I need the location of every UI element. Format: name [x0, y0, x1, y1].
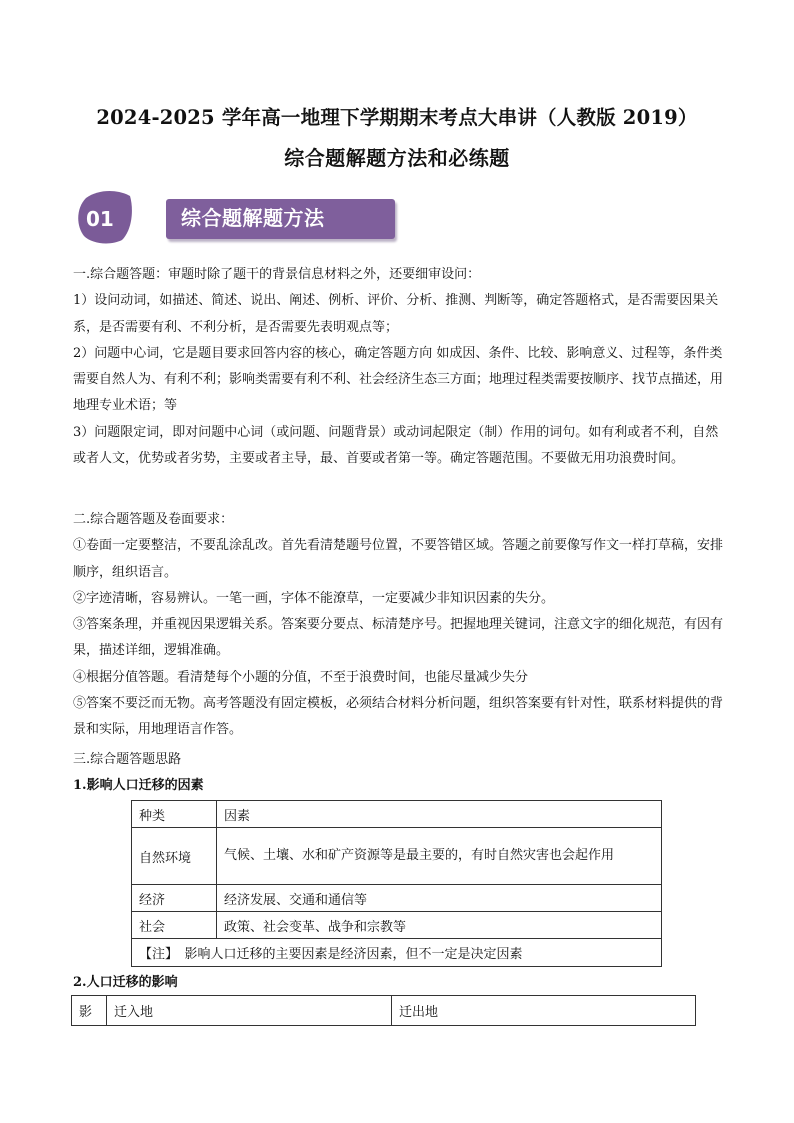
- table-note: 【注】 影响人口迁移的主要因素是经济因素，但不一定是决定因素: [132, 939, 662, 967]
- part3-sub1: 1.影响人口迁移的因素: [73, 778, 204, 794]
- part2-heading: 二.综合题答题及卷面要求：: [73, 512, 234, 527]
- part1-item: 3）问题限定词，即对问题中心词（或问题、问题背景）或动词起限定（制）作用的词句。如有利或者不利，自然或者人文，优势或者劣势，主要或者主导，最、首要或者第一等。确定答题范围。不要做无用功浪费时间。: [73, 424, 719, 467]
- table-note-row: [132, 939, 662, 967]
- part2: [73, 507, 723, 744]
- table-cell: 政策、社会变革、战争和宗教等: [217, 912, 662, 939]
- table-row: [132, 912, 662, 939]
- table-cell: 经济发展、交通和通信等: [217, 885, 662, 912]
- table-cell: 经济: [132, 885, 217, 912]
- section-label: 综合题解题方法: [181, 206, 325, 230]
- part1-heading: 一.综合题答题：审题时除了题干的背景信息材料之外，还要细审设问：: [73, 267, 481, 282]
- page-title: 2024-2025 学年高一地理下学期期末考点大串讲（人教版 2019）: [96, 106, 698, 129]
- table-row: [132, 885, 662, 912]
- table-row: [132, 828, 662, 885]
- part3-sub2: 2.人口迁移的影响: [73, 975, 178, 990]
- table-header-cell: 迁入地: [107, 996, 392, 1026]
- part3: [73, 747, 723, 800]
- table-cell: 气候、土壤、水和矿产资源等是最主要的，有时自然灾害也会起作用: [217, 828, 662, 885]
- table-header-cell: 迁出地: [392, 996, 696, 1026]
- table-header-cell: 因素: [217, 801, 662, 828]
- table-header-cell: 影: [72, 996, 107, 1026]
- table-header-row: [132, 801, 662, 828]
- part1: [73, 262, 723, 472]
- part3-heading: 三.综合题答题思路: [73, 752, 182, 767]
- migration-factors-table: [131, 800, 662, 967]
- part2-item: ⑤答案不要泛而无物。高考答题没有固定模板，必须结合材料分析问题，组织答案要有针对性，联系材料提供的背景和实际，用地理语言作答。: [73, 696, 724, 738]
- table-cell: 社会: [132, 912, 217, 939]
- part2-item: ③答案条理，并重视因果逻辑关系。答案要分要点、标清楚序号。把握地理关键词，注意文字的细化规范，有因有果，描述详细，逻辑准确。: [73, 617, 724, 659]
- migration-impact-table: [71, 995, 696, 1026]
- table-cell: 自然环境: [132, 828, 217, 885]
- table-header-cell: 种类: [132, 801, 217, 828]
- part2-item: ④根据分值答题。看清楚每个小题的分值，不至于浪费时间，也能尽量减少失分: [73, 669, 529, 685]
- table-header-row: [72, 996, 696, 1026]
- part1-item: 2）问题中心词，它是题目要求回答内容的核心，确定答题方向 如成因、条件、比较、影响意义、过程等，条件类需要自然人为、有利不利；影响类需要有利不利、社会经济生态三方面；地理过程类需要按顺序、找节点描述，用地理专业术语；等: [73, 345, 724, 414]
- part1-item: 1）设问动词，如描述、简述、说出、阐述、例析、评价、分析、推测、判断等，确定答题格式，是否需要因果关系，是否需要有利、不利分析，是否需要先表明观点等；: [73, 293, 719, 335]
- part2-item: ②字迹清晰，容易辨认。一笔一画，字体不能潦草，一定要减少非知识因素的失分。: [73, 590, 555, 606]
- page-subtitle: 综合题解题方法和必练题: [284, 146, 510, 170]
- part2-item: ①卷面一定要整洁，不要乱涂乱改。首先看清楚题号位置，不要答错区域。答题之前要像写作文一样打草稿，安排顺序，组织语言。: [73, 538, 724, 580]
- section-number: 01: [86, 207, 114, 231]
